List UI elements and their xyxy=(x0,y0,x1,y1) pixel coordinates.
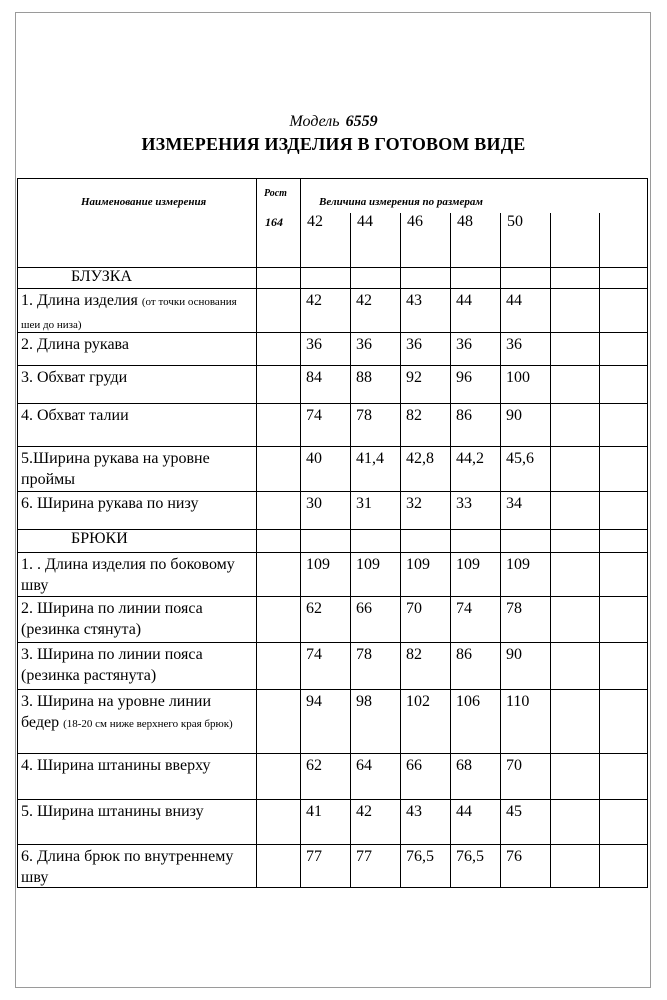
table-hline xyxy=(17,288,648,289)
measurement-value: 68 xyxy=(456,757,472,774)
measurement-value: 44 xyxy=(456,292,472,309)
measurement-name xyxy=(21,846,253,888)
column-header-rost: Рост xyxy=(264,188,287,199)
measurement-value: 43 xyxy=(406,803,422,820)
measurement-name xyxy=(21,334,253,355)
measurement-value: 76,5 xyxy=(406,848,434,865)
size-header: 50 xyxy=(507,213,523,230)
measurement-value: 42,8 xyxy=(406,450,434,467)
measurement-value: 45 xyxy=(506,803,522,820)
measurement-value: 84 xyxy=(306,369,322,386)
page-title: ИЗМЕРЕНИЯ ИЗДЕЛИЯ В ГОТОВОМ ВИДЕ xyxy=(141,134,526,154)
measurement-label: 3. Ширина по линии пояса (резинка растянута) xyxy=(21,646,203,684)
measurement-value: 78 xyxy=(356,646,372,663)
measurement-value: 36 xyxy=(306,336,322,353)
measurement-value: 74 xyxy=(456,600,472,617)
measurement-value: 42 xyxy=(306,292,322,309)
measurement-value: 109 xyxy=(456,556,480,573)
measurement-value: 82 xyxy=(406,407,422,424)
measurement-label: 1. Длина изделия xyxy=(21,292,138,309)
measurement-value: 62 xyxy=(306,600,322,617)
measurement-label: 2. Ширина по линии пояса (резинка стянута) xyxy=(21,600,203,638)
table-hline xyxy=(17,642,648,643)
measurement-value: 100 xyxy=(506,369,530,386)
measurement-value: 44,2 xyxy=(456,450,484,467)
measurement-value: 76,5 xyxy=(456,848,484,865)
measurement-value: 66 xyxy=(406,757,422,774)
model-label: Модель xyxy=(289,113,340,130)
table-hline xyxy=(17,365,648,366)
measurement-value: 78 xyxy=(506,600,522,617)
measurement-value: 110 xyxy=(506,693,530,710)
table-vline xyxy=(300,178,301,888)
size-header: 48 xyxy=(457,213,473,230)
table-hline xyxy=(17,596,648,597)
measurement-value: 64 xyxy=(356,757,372,774)
measurement-value: 36 xyxy=(406,336,422,353)
measurements-table xyxy=(17,178,648,888)
measurement-value: 109 xyxy=(306,556,330,573)
measurement-value: 86 xyxy=(456,407,472,424)
table-hline xyxy=(17,689,648,690)
table-vline xyxy=(256,178,257,888)
measurement-note: (от точки основания шеи до низа) xyxy=(21,296,237,331)
measurement-value: 102 xyxy=(406,693,430,710)
table-hline xyxy=(17,178,648,179)
measurement-value: 41,4 xyxy=(356,450,384,467)
measurement-value: 70 xyxy=(406,600,422,617)
table-vline xyxy=(450,213,451,888)
measurement-value: 90 xyxy=(506,646,522,663)
measurement-value: 42 xyxy=(356,803,372,820)
measurement-label: 5. Ширина штанины внизу xyxy=(21,803,204,820)
measurement-value: 109 xyxy=(406,556,430,573)
table-vline xyxy=(599,213,600,888)
size-header: 46 xyxy=(407,213,423,230)
measurement-value: 98 xyxy=(356,693,372,710)
size-header: 44 xyxy=(357,213,373,230)
measurement-value: 62 xyxy=(306,757,322,774)
measurement-value: 106 xyxy=(456,693,480,710)
measurement-name xyxy=(21,493,253,514)
measurement-name xyxy=(21,644,253,686)
measurement-value: 74 xyxy=(306,646,322,663)
measurement-value: 36 xyxy=(506,336,522,353)
measurement-value: 86 xyxy=(456,646,472,663)
measurement-name xyxy=(21,801,253,822)
measurement-value: 78 xyxy=(356,407,372,424)
measurement-value: 34 xyxy=(506,495,522,512)
measurement-value: 44 xyxy=(506,292,522,309)
measurement-label: 1. . Длина изделия по боковому шву xyxy=(21,556,235,594)
measurement-note: (18-20 см ниже верхнего края брюк) xyxy=(63,718,233,730)
measurement-value: 96 xyxy=(456,369,472,386)
measurement-value: 109 xyxy=(506,556,530,573)
measurement-value: 42 xyxy=(356,292,372,309)
table-vline xyxy=(350,213,351,888)
measurement-value: 45,6 xyxy=(506,450,534,467)
measurement-name xyxy=(21,367,253,388)
measurement-value: 77 xyxy=(356,848,372,865)
measurement-name xyxy=(21,691,253,735)
measurement-name xyxy=(21,554,253,596)
measurement-value: 74 xyxy=(306,407,322,424)
column-header-name: Наименование измерения xyxy=(81,196,207,208)
table-vline xyxy=(400,213,401,888)
measurement-value: 44 xyxy=(456,803,472,820)
measurement-name xyxy=(21,290,253,336)
model-line xyxy=(0,113,667,131)
measurement-value: 77 xyxy=(306,848,322,865)
measurement-value: 43 xyxy=(406,292,422,309)
measurement-value: 40 xyxy=(306,450,322,467)
measurement-label: 3. Обхват груди xyxy=(21,369,128,386)
measurement-value: 88 xyxy=(356,369,372,386)
measurement-label: 6. Ширина рукава по низу xyxy=(21,495,199,512)
measurement-value: 41 xyxy=(306,803,322,820)
measurement-value: 30 xyxy=(306,495,322,512)
table-vline xyxy=(550,213,551,888)
measurement-value: 92 xyxy=(406,369,422,386)
measurement-name xyxy=(21,598,253,640)
measurement-value: 90 xyxy=(506,407,522,424)
section-title: БРЮКИ xyxy=(71,530,128,547)
table-vline xyxy=(647,178,648,888)
table-hline xyxy=(17,799,648,800)
column-header-sizes: Величина измерения по размерам xyxy=(319,196,483,208)
measurement-value: 94 xyxy=(306,693,322,710)
measurement-name xyxy=(21,755,253,776)
measurement-value: 33 xyxy=(456,495,472,512)
measurement-label: 6. Длина брюк по внутреннему шву xyxy=(21,848,234,886)
table-hline xyxy=(17,446,648,447)
table-hline xyxy=(17,844,648,845)
measurement-value: 82 xyxy=(406,646,422,663)
table-vline xyxy=(500,213,501,888)
measurement-value: 31 xyxy=(356,495,372,512)
measurement-label: 4. Ширина штанины вверху xyxy=(21,757,211,774)
table-hline xyxy=(17,753,648,754)
measurement-value: 32 xyxy=(406,495,422,512)
rost-value: 164 xyxy=(265,215,283,229)
table-hline xyxy=(17,552,648,553)
measurement-value: 109 xyxy=(356,556,380,573)
measurement-label: 3. Ширина на уровне линии бедер xyxy=(21,693,212,731)
measurement-name xyxy=(21,448,253,490)
measurement-value: 70 xyxy=(506,757,522,774)
table-vline xyxy=(17,178,18,888)
section-title: БЛУЗКА xyxy=(71,268,132,285)
table-hline xyxy=(17,403,648,404)
measurement-label: 5.Ширина рукава на уровне проймы xyxy=(21,450,210,488)
measurement-label: 2. Длина рукава xyxy=(21,336,129,353)
measurement-value: 36 xyxy=(456,336,472,353)
table-hline xyxy=(17,491,648,492)
size-header: 42 xyxy=(307,213,323,230)
measurement-value: 66 xyxy=(356,600,372,617)
measurement-label: 4. Обхват талии xyxy=(21,407,129,424)
measurement-value: 76 xyxy=(506,848,522,865)
model-number: 6559 xyxy=(345,113,378,130)
measurement-name xyxy=(21,405,253,426)
measurement-value: 36 xyxy=(356,336,372,353)
